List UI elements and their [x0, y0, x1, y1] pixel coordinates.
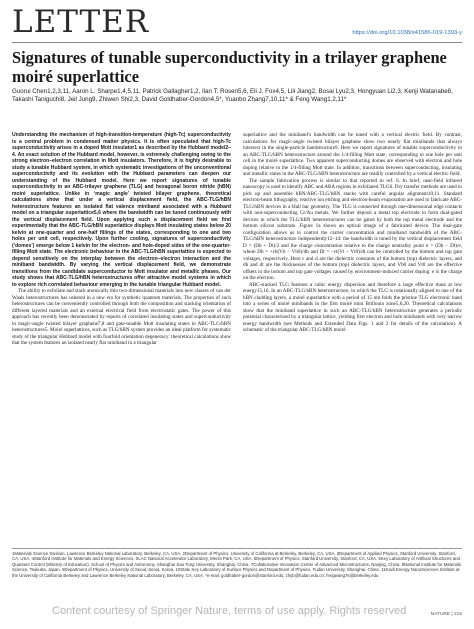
article-title: Signatures of tunable superconductivity in a trilayer graphene moiré superlattice — [12, 48, 447, 86]
body-paragraph: superlattice and the miniband’s bandwidth can be tuned with a vertical electric field. By contrast, calculations for magic-angle twisted bilayer graphene show two nearly flat minibands that always intersect in the single-particle bandstructure9. Here we report signatures of tunable superconductivity in an ABC-TLG/hBN heterostructure around the 1/4-filling Mott state, corresponding to one hole per unit cell in the moiré superlattice. Two apparent superconducting domes are observed with electron and hole doping relative to the 1/4-filling Mott state. In addition, transitions between superconducting, insulating and metallic states in the ABC-TLG/hBN heterostructure are readily controlled by a vertical electric field. — [243, 132, 462, 177]
affiliations-footnotes: 1Materials Science Division, Lawrence Berkeley National Laboratory, Berkeley, CA, USA. 2Department of Physics, University of California at Berkeley, Berkeley, CA, USA. 3Department of Applied Physics, Stanford University, Stanford, CA, USA. 4Stanford Institute for Materials and Energy Sciences, SLAC National Accelerator Laboratory, Menlo Park, CA, USA. 5Department of Physics, Stanford University, Stanford, CA, USA. 6Key Laboratory of Artificial Structures and Quantum Control (Ministry of Education), School of Physics and Astronomy, Shanghai Jiao Tong University, Shanghai, China. 7Collaborative Innovation Center of Advanced Microstructures, Nanjing, China. 8National Institute for Materials Science, Tsukuba, Japan. 9Department of Physics, University of Seoul, Seoul, Korea. 10State Key Laboratory of Surface Physics and Department of Physics, Fudan University, Shanghai, China. 11Kavli Energy NanoSciences Institute at the University of California Berkeley and Lawrence Berkeley National Laboratory, Berkeley, CA, USA. *e-mail: goldhaber-gordon@stanford.edu; zhyb@fudan.edu.cn; fengwang76@berkeley.edu — [12, 548, 462, 607]
header-rule — [12, 42, 462, 43]
watermark-text: Content courtesy of Springer Nature, terms of use apply. Rights reserved — [52, 605, 407, 617]
footer-page-info: NATURE | 215 — [430, 612, 462, 617]
article-body — [12, 132, 462, 544]
abstract: Understanding the mechanism of high-transition-temperature (high-Tc) superconductivity is a central problem in condensed matter physics. It is often speculated that high-Tc superconductivity arises in a doped Mott insulator1 as described by the Hubbard model2–4. An exact solution of the Hubbard model, however, is extremely challenging owing to the strong electron–electron correlation in Mott insulators. Therefore, it is highly desirable to study a tunable Hubbard system, in which systematic investigations of the unconventional superconductivity and its evolution with the Hubbard parameters can deepen our understanding of the Hubbard model. Here we report signatures of tunable superconductivity in an ABC-trilayer graphene (TLG) and hexagonal boron nitride (hBN) moiré superlattice. Unlike in ‘magic angle’ twisted bilayer graphene, theoretical calculations show that under a vertical displacement field, the ABC-TLG/hBN heterostructure features an isolated flat valence miniband associated with a Hubbard model on a triangular superlattice5,6 where the bandwidth can be tuned continuously with the vertical displacement field. Upon applying such a displacement field we find experimentally that the ABC-TLG/hBN superlattice displays Mott insulating states below 20 kelvin at one-quarter and one-half fillings of the states, corresponding to one and two holes per unit cell, respectively. Upon further cooling, signatures of superconductivity (‘domes’) emerge below 1 kelvin for the electron- and hole-doped sides of the one-quarter-filling Mott state. The electronic behaviour in the ABC-TLG/hBN superlattice is expected to depend sensitively on the interplay between the electron–electron interaction and the miniband bandwidth. By varying the vertical displacement field, we demonstrate transitions from the candidate superconductor to Mott insulator and metallic phases. Our study shows that ABC-TLG/hBN heterostructures offer attractive model systems in which to explore rich correlated behaviour emerging in the tunable triangular Hubbard model. — [12, 132, 231, 288]
journal-type-label: LETTER — [12, 4, 150, 40]
body-paragraph: The ability to exfoliate and stack atomically thin two-dimensional materials into new classes of van der Waals heterostructures has ushered in a new era for synthetic quantum materials. The properties of such heterostructures can be conveniently controlled through both the composition and stacking orientation of different layered materials and an external electrical field from electrostatic gates. The power of this approach has recently been demonstrated by reports of correlated insulating states and superconductivity in magic-angle twisted bilayer graphene7,8 and gate-tunable Mott insulating states in ABC-TLG/hBN heterostructures5. Moiré superlattices, such as TLG/hBN system provides an ideal platform for systematic study of the triangular Hubbard model with fourfold orientation degeneracy: theoretical calculations show that the system features an isolated nearly flat miniband in a triangular — [12, 288, 231, 346]
doi-link[interactable]: https://doi.org/10.1038/s41586-019-1393-y — [352, 30, 462, 36]
right-column — [243, 132, 462, 544]
body-paragraph: The sample fabrication process is similar to that reported in ref. 6. In brief, near-field infrared nanoscopy is used to identify ABC and ABA regions in exfoliated TLG6. Dry transfer methods are used to pick up and assemble hBN/ABC-TLG/hBN stacks with careful angular alignment10,11. Standard electron-beam lithography, reactive ion etching and electron-beam evaporation are used to fabricate ABC-TLG/hBN devices in a Hall bar geometry. The TLG is connected through one-dimensional edge contacts with non-superconducting Cr/Au metals. We further deposit a metal top electrode to form dual-gated devices in which the TLG/hBN heterostructures can be gated by both the top metal electrode and the bottom silicon substrate. Figure 1a shows an optical image of a fabricated device. The dual-gate configuration allows us to control the carrier concentration and miniband bandwidth of the ABC-TLG/hBN heterostructure independently12–14: the bandwidth is tuned by the vertical displacement field D = (Db + Dt)/2 and the charge concentration relative to the charge neutrality point n = (Db − Dt)/e, where Db = +εb(Vb − Vb0)/db and Dt = −εt(Vt − Vt0)/dt can be controlled by the bottom and top gate voltages, respectively. Here ε and d are the dielectric constants of the bottom (top) dielectric layers, and db and dt are the thicknesses of the bottom (top) dielectric layers, and Vb0 and Vt0 are the effective offsets in the bottom and top gate voltages caused by environment-induced carrier doping. e is the charge on the electron. — [243, 177, 462, 281]
body-paragraph: ABC-stacked TLG features a cubic energy dispersion and therefore a large effective mass at low energy15,16. In an ABC-TLG/hBN heterostructure, in which the TLG is rotationally aligned to one of the hBN cladding layers, a moiré superlattice with a period of 15 nm folds the pristine TLG electronic band into a series of moiré minibands in the first moiré mini Brillouin zone5,6,20. Theoretical calculations show that the miniband superlattice in such an ABC-TLG/hBN heterostructure generates a periodic potential characterized by a triangular lattice, yielding first electron and hole minibands with very narrow energy bandwidth (see Methods and Extended Data Figs. 1 and 2 for details of the calculation). A schematic of the triangular ABC-TLG/hBN moiré — [243, 281, 462, 333]
author-list: Guorui Chen1,2,3,11, Aaron L. Sharpe1,4,5,11, Patrick Gallagher1,2, Ilan T. Rosen5,6, Eli J. Fox4,5, Lili Jiang2, Bosai Lyu2,3, Hongyuan Li2,3, Kenji Watanabe8, Takashi Taniguchi8, Jeil Jung9, Zhiwen Shi2,3, David Goldhaber-Gordon4,5*, Yuanbo Zhang7,10,11* & Feng Wang1,2,11* — [12, 88, 453, 104]
left-column — [12, 132, 231, 544]
masthead — [12, 4, 462, 44]
